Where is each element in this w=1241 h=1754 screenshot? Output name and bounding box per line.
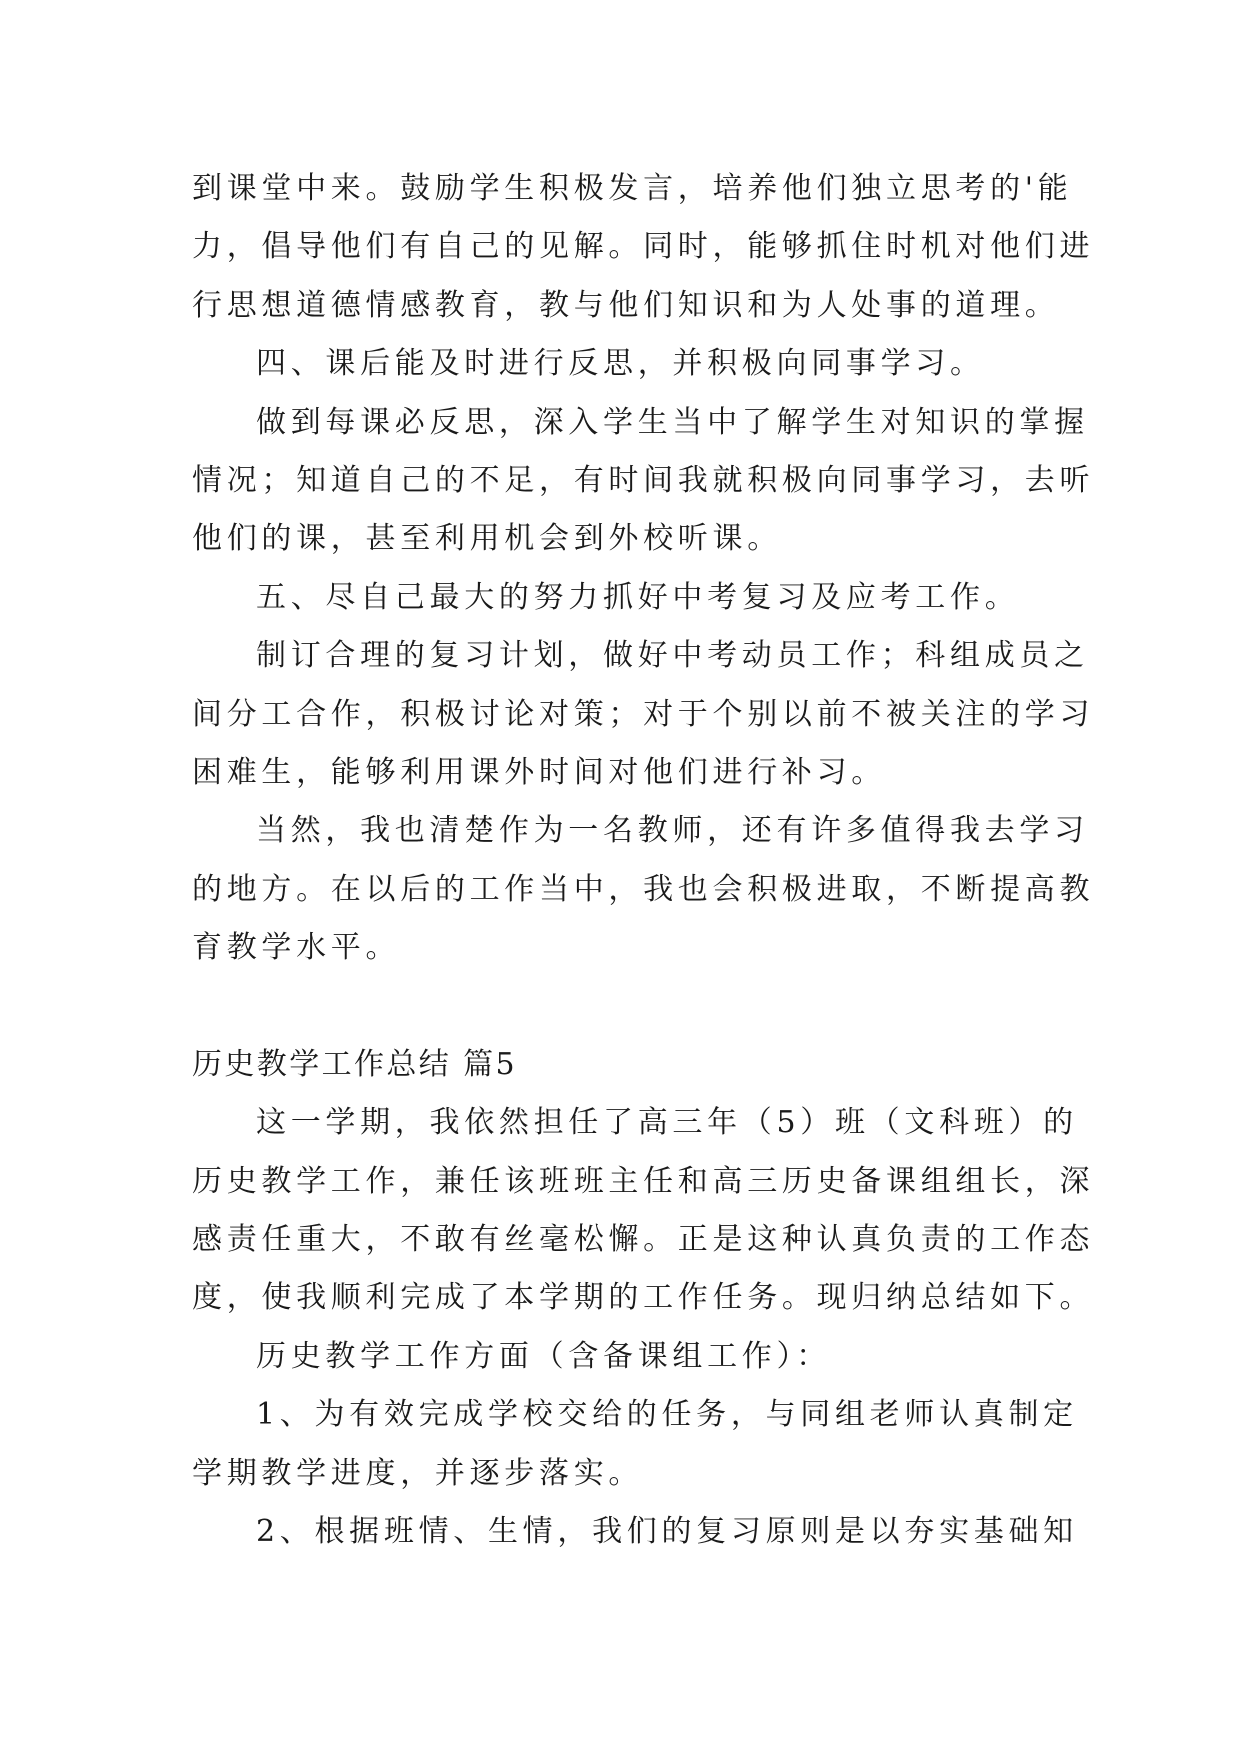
text-line: 的地方。在以后的工作当中，我也会积极进取，不断提高教 (192, 871, 1095, 907)
text-line: 情况；知道自己的不足，有时间我就积极向同事学习，去听 (192, 462, 1095, 498)
section-heading: 历史教学工作总结 篇5 (192, 1046, 518, 1082)
text-line: 力，倡导他们有自己的见解。同时，能够抓住时机对他们进 (192, 229, 1095, 265)
text-line: 四、课后能及时进行反思，并积极向同事学习。 (256, 346, 985, 382)
paragraph-gap (192, 977, 1062, 1035)
text-line: 度，使我顺利完成了本学期的工作任务。现归纳总结如下。 (192, 1280, 1095, 1316)
text-line: 他们的课，甚至利用机会到外校听课。 (192, 521, 782, 557)
text-line: 2、根据班情、生情，我们的复习原则是以夯实基础知 (256, 1513, 1078, 1549)
text-line: 当然，我也清楚作为一名教师，还有许多值得我去学习 (256, 813, 1089, 849)
text-line: 五、尽自己最大的努力抓好中考复习及应考工作。 (256, 579, 1020, 615)
text-line: 历史教学工作，兼任该班班主任和高三历史备课组组长，深 (192, 1163, 1095, 1199)
text-line: 间分工合作，积极讨论对策；对于个别以前不被关注的学习 (192, 696, 1095, 732)
document-body (192, 160, 1095, 1561)
text-line: 行思想道德情感教育，教与他们知识和为人处事的道理。 (192, 287, 1060, 323)
text-line: 学期教学进度，并逐步落实。 (192, 1455, 644, 1491)
text-line: 做到每课必反思，深入学生当中了解学生对知识的掌握 (256, 404, 1089, 440)
text-line: 历史教学工作方面（含备课组工作）： (256, 1338, 831, 1374)
text-line: 困难生，能够利用课外时间对他们进行补习。 (192, 754, 886, 790)
text-line: 感责任重大，不敢有丝毫松懈。正是这种认真负责的工作态 (192, 1222, 1095, 1258)
text-line: 育教学水平。 (192, 930, 401, 966)
text-line: 1、为有效完成学校交给的任务，与同组老师认真制定 (256, 1397, 1078, 1433)
text-line: 这一学期，我依然担任了高三年（5）班（文科班）的 (256, 1105, 1078, 1141)
text-line: 到课堂中来。鼓励学生积极发言，培养他们独立思考的'能 (192, 171, 1073, 206)
text-line: 制订合理的复习计划，做好中考动员工作；科组成员之 (256, 638, 1089, 674)
